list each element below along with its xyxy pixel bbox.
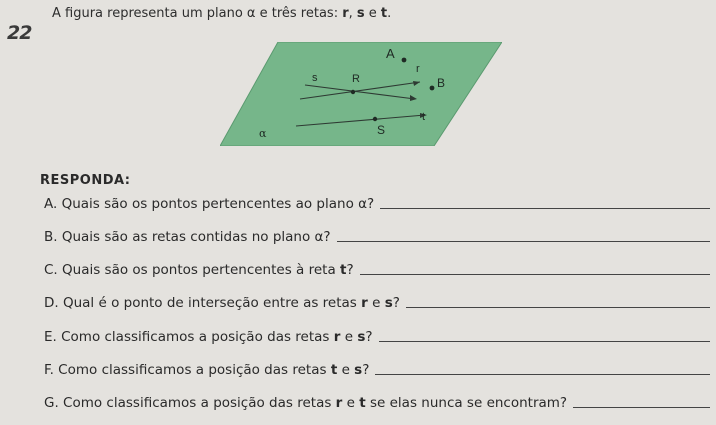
label-A: A [386,46,395,61]
point-R [351,90,355,94]
question-E-text: e [340,329,358,345]
question-G-text: G. Como classificamos a posição das retas [44,395,336,411]
label-r: r [416,63,420,75]
question-C-text: t [340,262,347,278]
plane-figure [220,42,502,146]
question-E-text: ? [365,329,373,345]
question-E-text: s [357,329,366,345]
answer-line-A[interactable] [380,207,710,209]
question-F-text: t [330,362,338,378]
question-D [44,295,710,311]
question-number: 22 [7,22,32,44]
question-F-text: s [354,362,363,378]
question-C [44,262,710,278]
question-F [44,362,710,378]
question-G-text: r [335,395,343,411]
answer-line-C[interactable] [360,273,710,275]
question-F-text: F. Como classificamos a posição das retas [44,362,331,378]
label-t: t [422,111,426,123]
answer-line-G[interactable] [573,406,710,408]
responda-heading: RESPONDA: [40,173,131,188]
question-D-text: D. Qual é o ponto de interseção entre as retas [44,295,362,311]
question-A [44,196,710,212]
question-D-text: ? [392,295,400,311]
question-D-text: e [367,295,385,311]
question-A-text: A. Quais são os pontos pertencentes ao plano α? [44,196,375,212]
question-G-text: e [342,395,360,411]
label-R: R [352,73,360,85]
question-G-text: se elas nunca se encontram? [365,395,568,411]
point-B [430,86,435,91]
question-G-text: t [359,395,366,411]
question-E-text: E. Como classificamos a posição das retas [44,329,334,345]
point-A [402,58,407,63]
question-B-text: B. Quais são as retas contidas no plano α? [44,229,331,245]
question-D-text: r [361,295,368,311]
question-D-text: s [384,295,393,311]
answer-line-F[interactable] [375,373,710,375]
answer-line-D[interactable] [406,306,710,308]
label-B: B [437,76,446,90]
point-S [373,117,377,121]
question-C-text: C. Quais são os pontos pertencentes à reta [44,262,341,278]
question-C-text: ? [346,262,354,278]
label-alpha: α [259,127,267,140]
label-S: S [377,123,386,137]
question-statement: A figura representa um plano α e três retas: r, s e t. [52,6,392,21]
question-E [44,329,710,345]
label-s: s [312,72,318,84]
question-B [44,229,710,245]
answer-line-B[interactable] [337,240,710,242]
question-E-text: r [333,329,341,345]
question-F-text: e [337,362,355,378]
question-G [44,395,710,411]
question-F-text: ? [362,362,370,378]
answer-line-E[interactable] [379,340,710,342]
